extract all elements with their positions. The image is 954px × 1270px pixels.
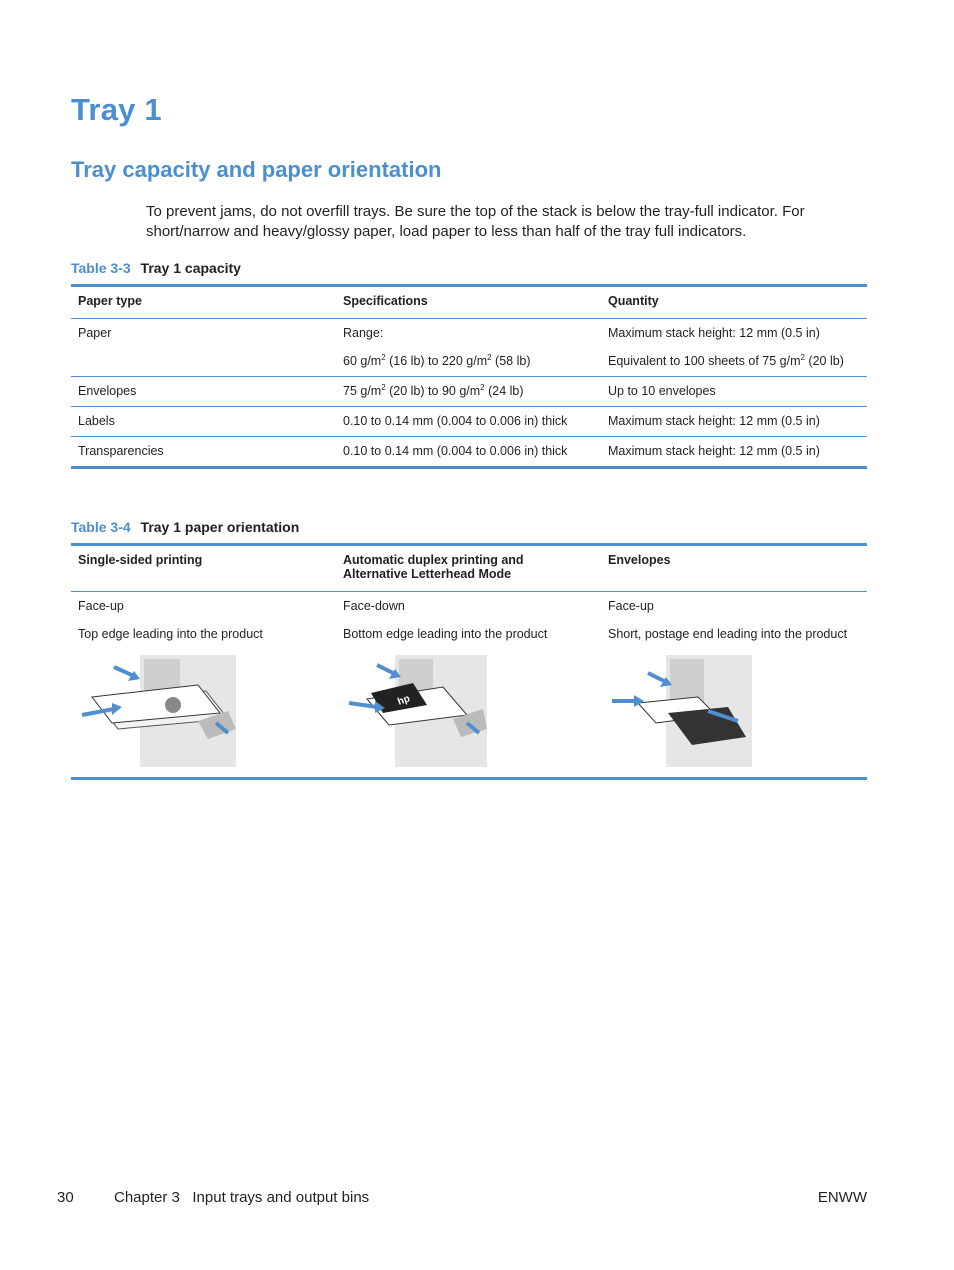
section-heading: Tray capacity and paper orientation [71,157,442,182]
page-number: 30 [57,1189,74,1206]
cell-paper-type: Paper [71,319,336,377]
column-header: Envelopes [601,545,867,592]
cell-spec: 75 $g/m^2$ (20 lb) to 90 $g/m^2$ (24 lb) [336,377,601,407]
orientation-face: Face-down [343,599,405,613]
table-number: Table 3-4 [71,519,131,535]
single-sided-loading-illustration [78,653,238,769]
table-row [71,319,867,377]
cell-quantity: Up to 10 envelopes [601,377,867,407]
table-title: Tray 1 paper orientation [140,519,300,535]
table-caption-capacity [71,260,241,276]
page-title: Tray 1 [71,92,162,127]
orientation-table [71,543,867,780]
footer-locale: ENWW [817,1189,867,1206]
cell-paper-type: Labels [71,407,336,437]
cell-spec: 0.10 to 0.14 mm (0.004 to 0.006 in) thick [336,437,601,468]
cell-spec [336,319,601,377]
table-row [71,592,867,779]
capacity-table [71,284,867,469]
table-row [71,407,867,437]
orientation-face: Face-up [78,599,124,613]
cell-paper-type: Envelopes [71,377,336,407]
column-header: Quantity [601,286,867,319]
cell-single-sided [71,592,336,779]
intro-paragraph: To prevent jams, do not overfill trays. Be sure the top of the stack is below the tray-full indicator. For short/narrow and heavy/glossy paper, load paper to less than half of the tray full indicators. [146,203,805,240]
cell-quantity: Maximum stack height: 12 mm (0.5 in) [601,437,867,468]
table-number: Table 3-3 [71,260,131,276]
envelope-loading-illustration [608,653,753,769]
column-header: Paper type [71,286,336,319]
column-header: Automatic duplex printing and Alternative Letterhead Mode [336,545,601,592]
table-row [71,437,867,468]
chapter-footer: Chapter 3 Input trays and output bins [114,1189,370,1206]
orientation-face: Face-up [608,599,654,613]
duplex-loading-illustration [343,653,488,769]
cell-envelopes [601,592,867,779]
orientation-edge: Bottom edge leading into the product [343,627,548,641]
cell-duplex [336,592,601,779]
svg-text:hp: hp [396,693,412,708]
column-header: Specifications [336,286,601,319]
column-header: Single-sided printing [71,545,336,592]
orientation-edge: Short, postage end leading into the product [608,627,848,641]
spec-line: Range: [343,326,384,340]
cell-paper-type: Transparencies [71,437,336,468]
table-row [71,377,867,407]
table-caption-orientation [71,519,299,535]
cell-quantity [601,319,867,377]
quantity-line: Maximum stack height: 12 mm (0.5 in) [608,326,820,340]
cell-quantity: Maximum stack height: 12 mm (0.5 in) [601,407,867,437]
cell-spec: 0.10 to 0.14 mm (0.004 to 0.006 in) thick [336,407,601,437]
quantity-line: Equivalent to 100 sheets of 75 $g/m^2$ (20 lb) [608,352,844,368]
orientation-edge: Top edge leading into the product [78,627,263,641]
table-title: Tray 1 capacity [140,260,241,276]
spec-line: 60 $g/m^2$ (16 lb) to 220 $g/m^2$ (58 lb) [343,352,531,368]
